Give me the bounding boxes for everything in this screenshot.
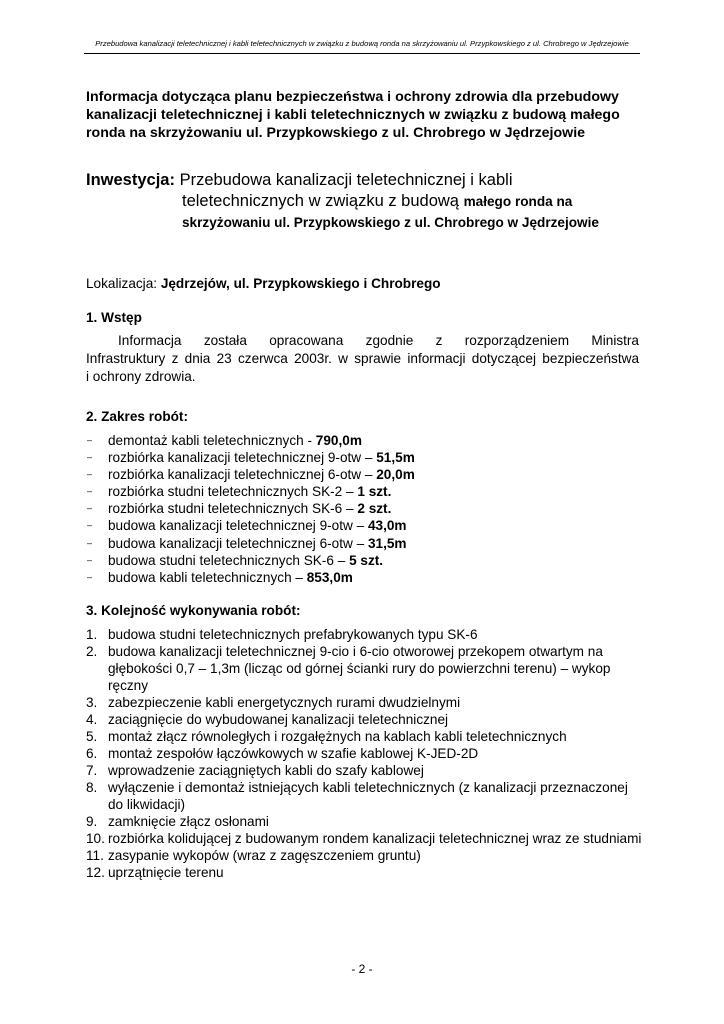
investment-label: Inwestycja:	[86, 171, 175, 189]
scope-item	[86, 449, 415, 466]
scope-item-text: demontaż kabli teletechnicznych -	[108, 433, 316, 448]
list-dash: –	[87, 571, 93, 582]
scope-item-text: budowa studni teletechnicznych SK-6 –	[108, 552, 350, 568]
order-item-text: zamknięcie złącz osłonami	[108, 814, 269, 829]
section-3-heading: 3. Kolejność wykonywania robót:	[86, 603, 301, 618]
order-item	[86, 711, 646, 728]
intro-line-3: i ochrony zdrowia.	[86, 369, 196, 384]
scope-item	[86, 466, 415, 483]
investment-text-1: Przebudowa kanalizacji teletechnicznej i kabli	[179, 171, 513, 189]
order-item-text: zabezpieczenie kabli energetycznych rurami dwudzielnymi	[108, 695, 461, 710]
running-header: Przebudowa kanalizacji teletechnicznej i kabli teletechnicznych w związku z budową ronda na skrzyżowaniu ul. Przypkowskiego z ul. Chrobrego w Jędrzejowie	[84, 38, 640, 54]
scope-item	[86, 517, 415, 534]
scope-item	[86, 483, 415, 500]
order-item	[86, 864, 646, 881]
order-item-number: 6.	[86, 746, 98, 761]
investment-text-2a: teletechnicznych w związku z budową	[182, 192, 459, 210]
order-item	[86, 762, 646, 779]
location-label: Lokalizacja:	[86, 276, 158, 291]
intro-line-1: Informacja została opracowana zgodnie z rozporządzeniem Ministra	[118, 333, 639, 348]
order-item-number: 12.	[86, 865, 105, 880]
scope-item-text: budowa kabli teletechnicznych –	[108, 569, 307, 585]
scope-item	[86, 569, 415, 586]
investment-line-3: skrzyżowaniu ul. Przypkowskiego z ul. Chrobrego w Jędrzejowie	[182, 215, 599, 230]
order-item-text: wyłączenie i demontaż istniejących kabli teletechnicznych (z kanalizacji przeznaczonej do likwidacji)	[108, 780, 628, 812]
document-title: Informacja dotycząca planu bezpieczeństwa i ochrony zdrowia dla przebudowy kanalizacji teletechnicznej i kabli teletechnicznych w związku z budową małego ronda na skrzyżowaniu ul. Przypkowskiego z ul. Chrobrego w Jędrzejowie	[86, 89, 620, 141]
section-2-heading: 2. Zakres robót:	[86, 409, 188, 424]
scope-list	[86, 432, 415, 586]
order-item-number: 5.	[86, 729, 98, 744]
investment-text-2b: małego ronda na	[463, 194, 573, 209]
order-item	[86, 813, 646, 830]
scope-item-text: budowa kanalizacji teletechnicznej 9-otw –	[108, 518, 368, 534]
list-dash: –	[87, 435, 93, 445]
order-item	[86, 745, 646, 762]
scope-item	[86, 500, 415, 517]
investment-block	[86, 170, 666, 233]
order-item	[86, 694, 646, 711]
scope-item-value: 2 szt.	[357, 501, 392, 517]
order-list	[86, 626, 646, 881]
order-item	[86, 728, 646, 745]
scope-item-text: rozbiórka studni teletechnicznych SK-2 –	[108, 484, 358, 500]
order-item-text: zaciągnięcie do wybudowanej kanalizacji teletechnicznej	[108, 712, 449, 727]
order-item-number: 1.	[86, 627, 98, 642]
order-item-text: rozbiórka kolidującej z budowanym rondem kanalizacji teletechnicznej wraz ze studniami	[108, 831, 642, 846]
location-value: Jędrzejów, ul. Przypkowskiego i Chrobrego	[160, 276, 441, 291]
investment-line-2	[86, 191, 666, 212]
scope-item	[86, 552, 415, 569]
order-item-number: 11.	[86, 848, 104, 863]
order-item-text: wprowadzenie zaciągniętych kabli do szafy kablowej	[108, 763, 424, 778]
section-1-heading: 1. Wstęp	[86, 310, 142, 325]
order-item-text: uprzątnięcie terenu	[108, 865, 224, 880]
order-item-number: 8.	[86, 780, 98, 795]
order-item-number: 4.	[86, 712, 98, 727]
scope-item-value: 853,0m	[306, 569, 353, 585]
order-item-number: 2.	[86, 644, 98, 659]
location-line	[86, 275, 441, 292]
section-1-paragraph	[86, 332, 639, 386]
scope-item	[86, 432, 415, 449]
list-dash: –	[87, 486, 93, 497]
page-number: - 2 -	[351, 962, 373, 976]
list-dash: –	[87, 520, 93, 531]
list-dash: –	[87, 554, 93, 565]
order-item-number: 3.	[86, 695, 98, 710]
order-item-number: 10.	[86, 831, 105, 846]
order-item	[86, 847, 646, 864]
order-item-number: 7.	[86, 763, 98, 778]
scope-item-value: 51,5m	[376, 450, 415, 466]
scope-item-value: 5 szt.	[349, 552, 384, 568]
list-dash: –	[87, 537, 93, 548]
scope-item	[86, 535, 415, 552]
order-item	[86, 643, 646, 694]
order-item-text: montaż zespołów łączówkowych w szafie kablowej K-JED-2D	[108, 746, 479, 761]
scope-item-text: rozbiórka kanalizacji teletechnicznej 9-otw –	[108, 450, 377, 466]
scope-item-text: budowa kanalizacji teletechnicznej 6-otw –	[108, 535, 368, 551]
order-item	[86, 830, 646, 847]
scope-item-value: 790,0m	[315, 433, 362, 448]
scope-item-value: 31,5m	[367, 535, 407, 551]
list-dash: –	[87, 469, 93, 480]
list-dash: –	[87, 503, 93, 514]
scope-item-value: 20,0m	[376, 467, 415, 483]
order-item-text: montaż złącz równoległych i rozgałężnych na kablach kabli teletechnicznych	[108, 729, 567, 744]
order-item-text: budowa kanalizacji teletechnicznej 9-cio i 6-cio otworowej przekopem otwartym na głębokości 0,7 – 1,3m (licząc od górnej ścianki rury do powierzchni terenu) – wykop ręczny	[108, 644, 611, 693]
order-item-number: 9.	[86, 814, 98, 829]
scope-item-text: rozbiórka kanalizacji teletechnicznej 6-otw –	[108, 467, 377, 483]
order-item-text: zasypanie wykopów (wraz z zagęszczeniem gruntu)	[108, 848, 421, 863]
order-item-text: budowa studni teletechnicznych prefabrykowanych typu SK-6	[108, 627, 478, 642]
investment-line-1	[86, 170, 666, 191]
order-item	[86, 626, 646, 643]
scope-item-value: 1 szt.	[357, 484, 392, 500]
scope-item-text: rozbiórka studni teletechnicznych SK-6 –	[108, 501, 358, 517]
scope-item-value: 43,0m	[367, 518, 407, 534]
intro-line-2: Infrastruktury z dnia 23 czerwca 2003r. w sprawie informacji dotyczącej bezpieczeństwa	[86, 351, 639, 366]
list-dash: –	[87, 452, 93, 463]
order-item	[86, 779, 646, 813]
